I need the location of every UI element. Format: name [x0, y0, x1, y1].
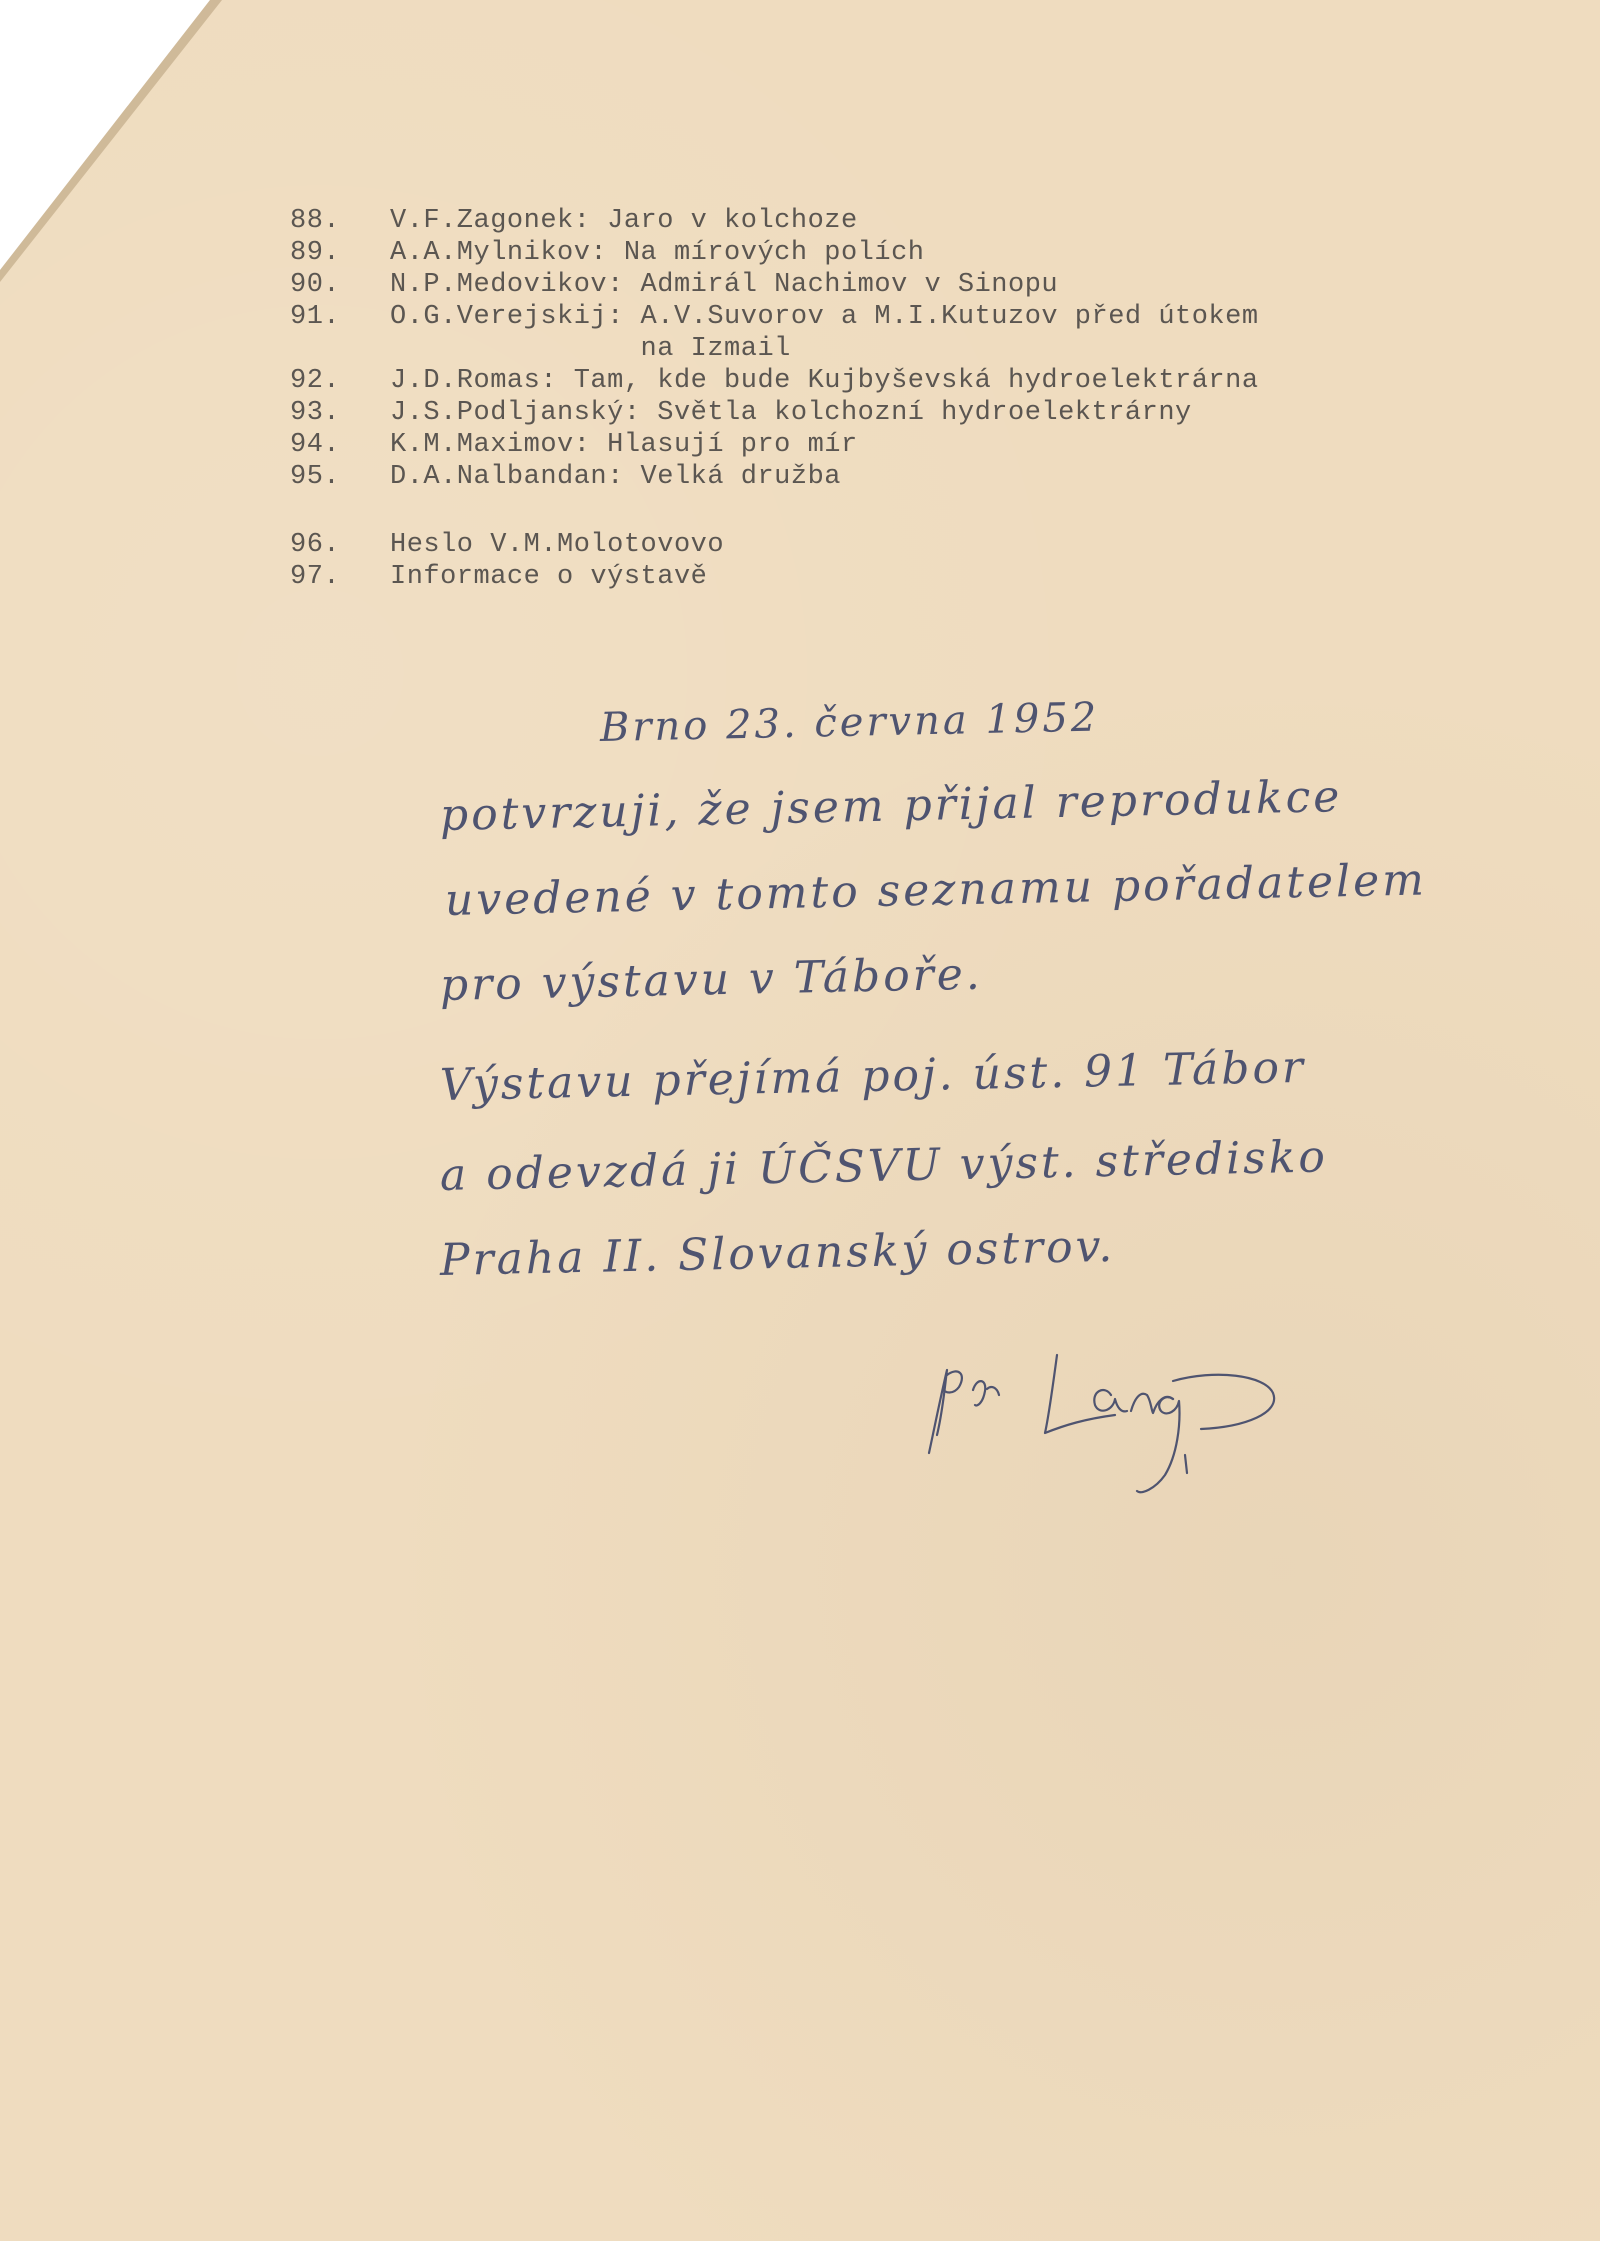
item-text: Informace o výstavě	[390, 562, 708, 592]
handwritten-line-2: uvedené v tomto seznamu pořadatelem	[444, 854, 1428, 926]
item-text: Heslo V.M.Molotovovo	[390, 530, 725, 560]
item-text: K.M.Maximov: Hlasují pro mír	[390, 430, 858, 460]
item-number: 95.	[290, 462, 341, 492]
list-item	[290, 529, 1440, 561]
list-item	[290, 269, 1440, 301]
item-text: D.A.Nalbandan: Velká družba	[390, 462, 841, 492]
list-item	[290, 397, 1440, 429]
list-item	[290, 461, 1440, 493]
item-number: 91.	[290, 302, 341, 332]
handwritten-line-1: potvrzuji, že jsem přijal reprodukce	[439, 771, 1343, 841]
list-item	[290, 365, 1440, 397]
item-number: 94.	[290, 430, 341, 460]
list-item	[290, 429, 1440, 461]
item-number: 88.	[290, 206, 341, 236]
item-text: na Izmail	[390, 334, 791, 364]
handwritten-line-6: Praha II. Slovanský ostrov.	[439, 1220, 1116, 1286]
list-item	[290, 301, 1440, 333]
handwritten-line-5: a odevzdá ji ÚČSVU výst. středisko	[439, 1131, 1329, 1201]
item-number: 96.	[290, 530, 341, 560]
handwritten-date: Brno 23. června 1952	[599, 694, 1100, 751]
spacer	[290, 493, 1440, 529]
signature	[915, 1315, 1295, 1505]
list-item	[290, 561, 1440, 593]
item-text: N.P.Medovikov: Admirál Nachimov v Sinopu	[390, 270, 1059, 300]
handwritten-line-4: Výstavu přejímá poj. úst. 91 Tábor	[439, 1041, 1307, 1111]
item-number: 92.	[290, 366, 341, 396]
item-text: A.A.Mylnikov: Na mírových polích	[390, 238, 925, 268]
item-text: J.D.Romas: Tam, kde bude Kujbyševská hydroelektrárna	[390, 366, 1259, 396]
item-number	[290, 333, 390, 365]
item-text: V.F.Zagonek: Jaro v kolchoze	[390, 206, 858, 236]
handwritten-line-3: pro výstavu v Táboře.	[439, 948, 984, 1011]
item-number: 89.	[290, 238, 341, 268]
list-item	[290, 237, 1440, 269]
list-item-continuation	[290, 333, 1440, 365]
item-number: 97.	[290, 562, 341, 592]
typed-list	[290, 205, 1440, 593]
item-number: 93.	[290, 398, 341, 428]
list-item	[290, 205, 1440, 237]
item-number: 90.	[290, 270, 341, 300]
item-text: O.G.Verejskij: A.V.Suvorov a M.I.Kutuzov před útokem	[390, 302, 1259, 332]
item-text: J.S.Podljanský: Světla kolchozní hydroelektrárny	[390, 398, 1192, 428]
